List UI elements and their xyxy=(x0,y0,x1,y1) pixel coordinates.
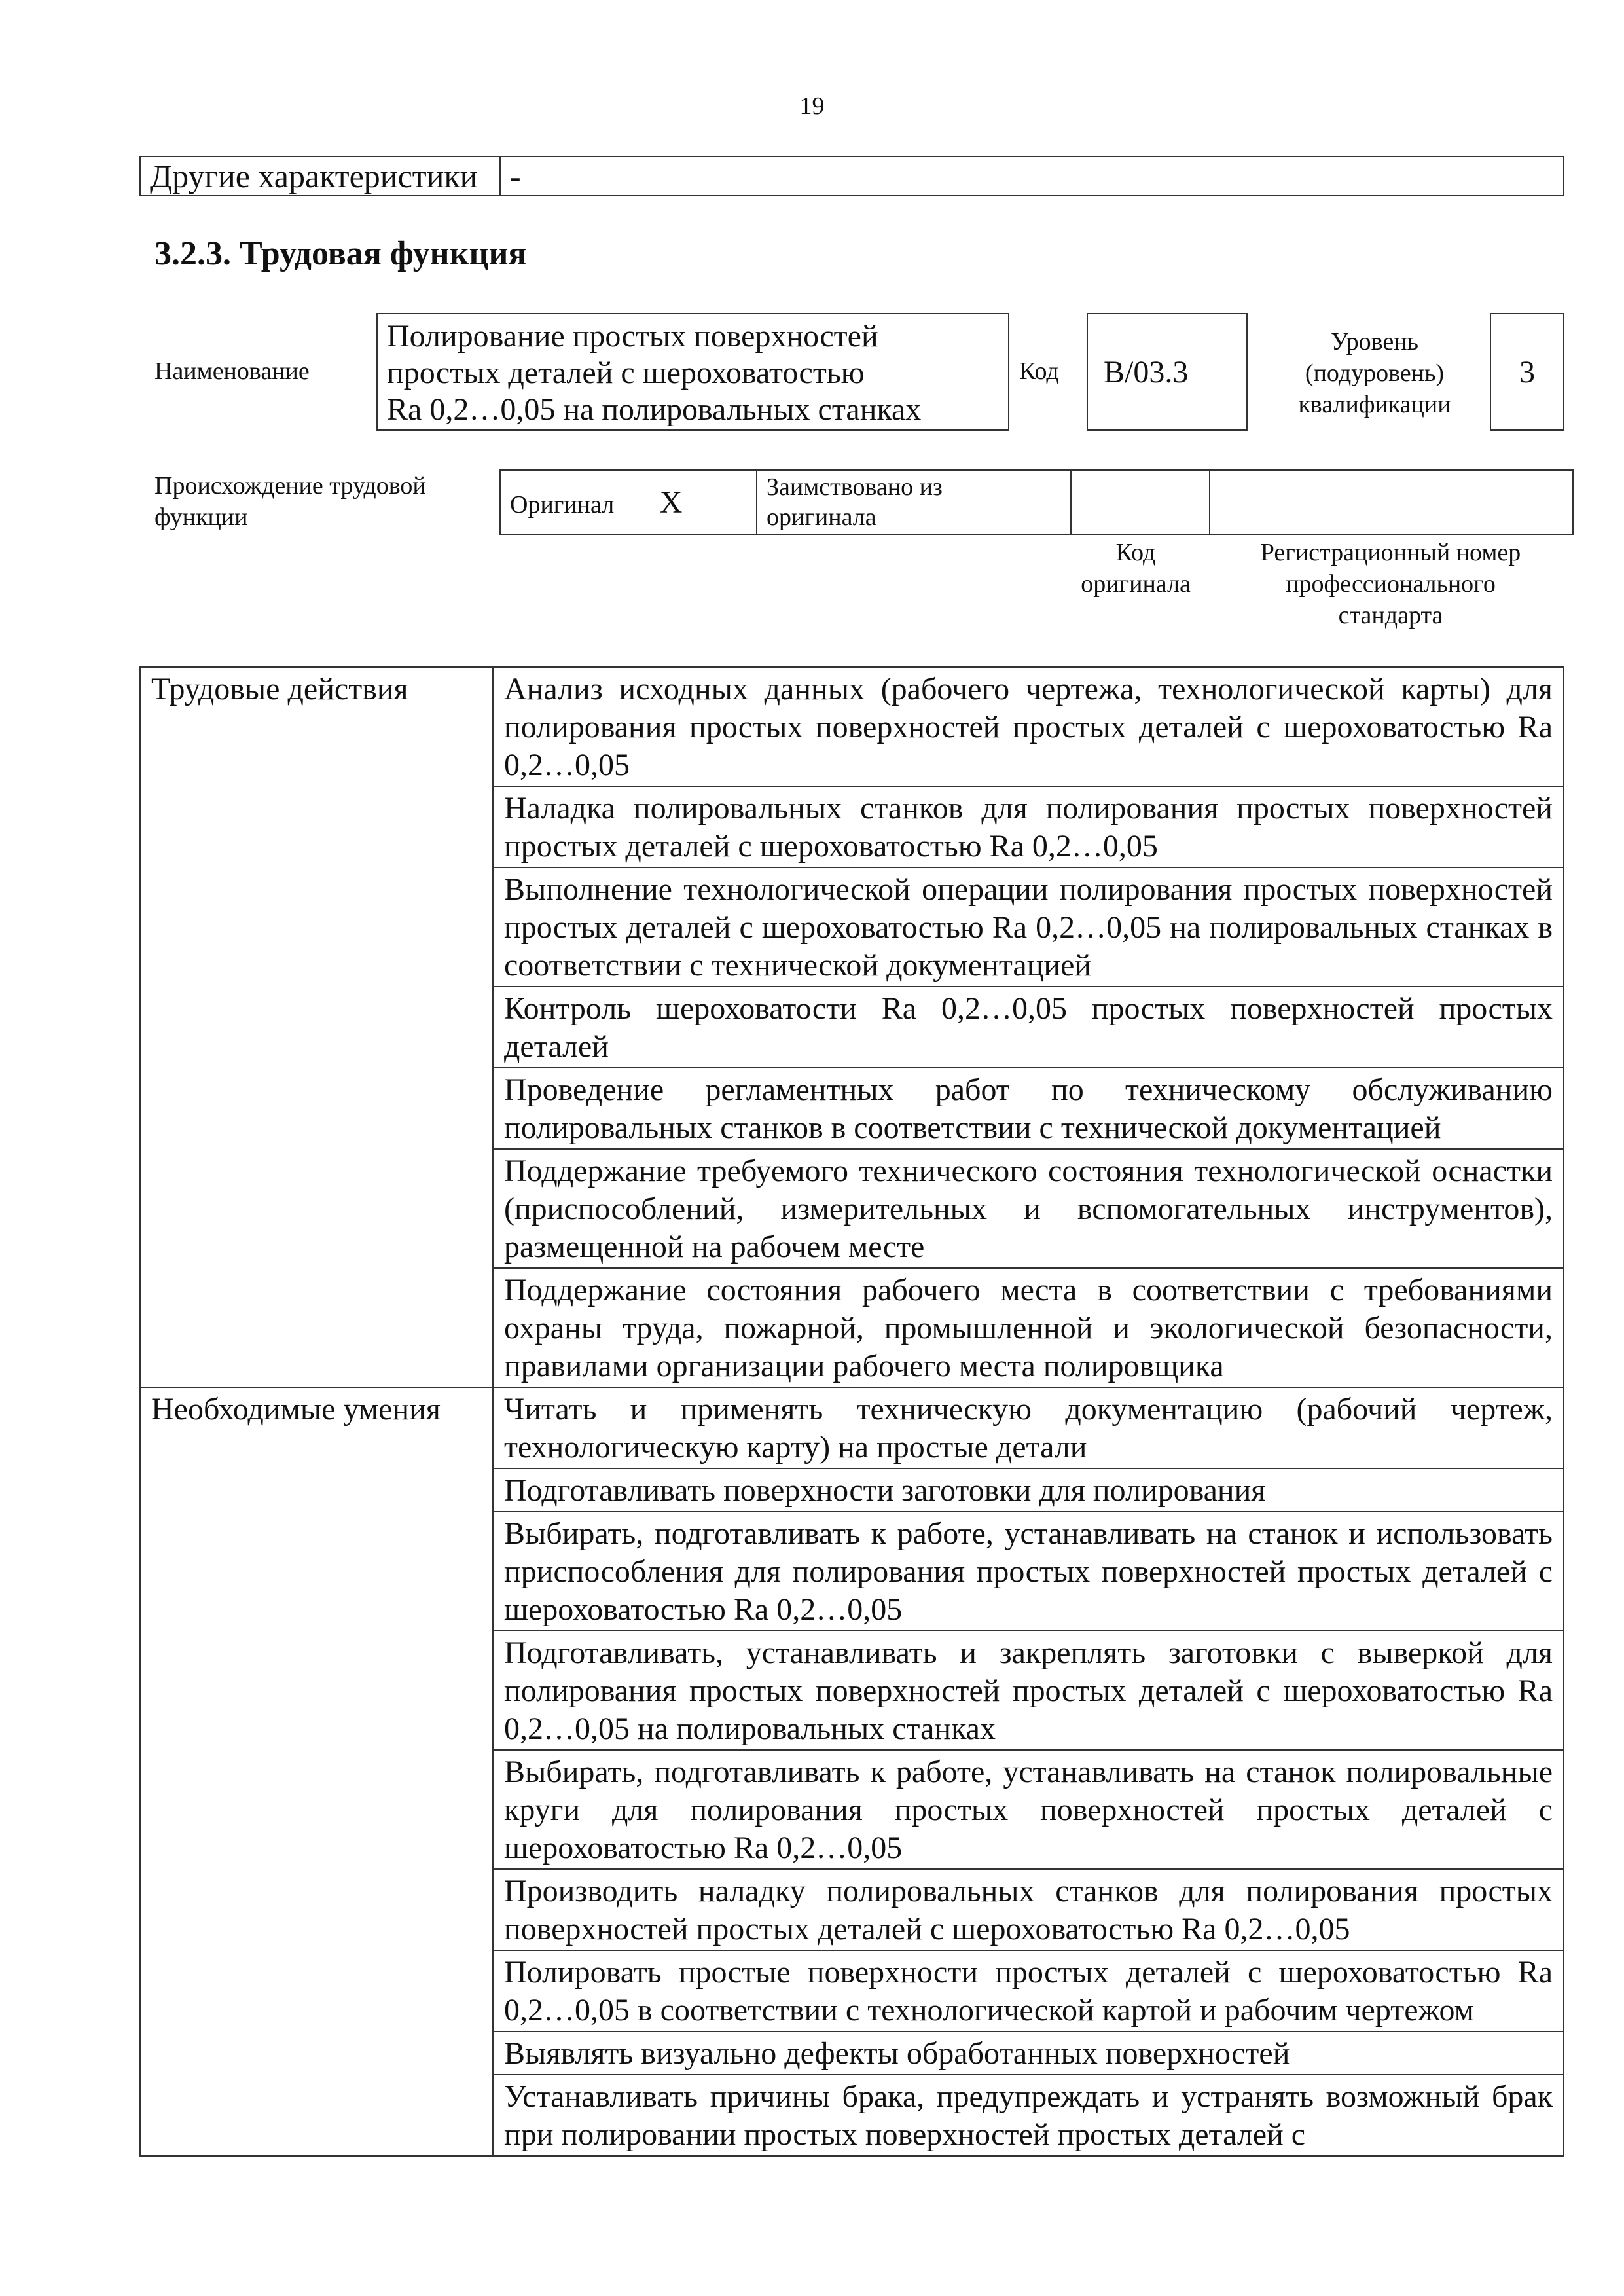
table-cell: Выбирать, подготавливать к работе, устанавливать на станок полировальные круги для полирования простых поверхностей простых деталей с шероховатостью Ra 0,2…0,05 xyxy=(493,1750,1564,1869)
table-cell: Наладка полировальных станков для полирования простых поверхностей простых деталей с шероховатостью Ra 0,2…0,05 xyxy=(493,786,1564,867)
table-cell: Поддержание состояния рабочего места в соответствии с требованиями охраны труда, пожарной, промышленной и экологической безопасности, правилами организации рабочего места полировщика xyxy=(493,1268,1564,1387)
level-value: 3 xyxy=(1490,313,1564,431)
borrowed-label-line: Заимствовано из xyxy=(767,473,943,501)
other-characteristics-label: Другие характеристики xyxy=(140,156,500,196)
function-name-box xyxy=(376,313,1009,431)
other-characteristics-value: - xyxy=(500,156,1564,196)
registration-caption xyxy=(1219,537,1562,631)
origin-label-line: функции xyxy=(154,503,248,531)
function-name-line: Полирование простых поверхностей xyxy=(387,319,878,354)
function-name-line: простых деталей с шероховатостью xyxy=(387,355,865,390)
table-cell: Выполнение технологической операции полирования простых поверхностей простых деталей с шероховатостью Ra 0,2…0,05 на полировальных станках в соответствии с технической документацией xyxy=(493,867,1564,987)
page-number: 19 xyxy=(799,92,825,120)
origin-original-cell xyxy=(500,470,757,534)
registration-caption-line: стандарта xyxy=(1338,602,1443,629)
table-row xyxy=(140,1387,1564,1468)
main-table xyxy=(139,666,1564,2157)
borrowed-cell xyxy=(757,470,1071,534)
table-cell: Анализ исходных данных (рабочего чертежа, технологической карты) для полирования простых поверхностей простых деталей с шероховатостью Ra 0,2…0,05 xyxy=(493,667,1564,786)
code-value: B/03.3 xyxy=(1087,313,1248,431)
registration-number-cell xyxy=(1210,470,1573,534)
level-label-line: Уровень xyxy=(1331,328,1418,355)
borrowed-label-line: оригинала xyxy=(767,503,876,531)
table-cell: Полировать простые поверхности простых деталей с шероховатостью Ra 0,2…0,05 в соответствии с технологической картой и рабочим чертежом xyxy=(493,1950,1564,2032)
registration-caption-line: профессионального xyxy=(1286,570,1496,598)
other-characteristics-table xyxy=(139,156,1564,196)
code-label: Код xyxy=(1019,357,1059,385)
table-row xyxy=(140,667,1564,786)
table-cell: Выбирать, подготавливать к работе, устанавливать на станок и использовать приспособления для полирования простых поверхностей простых деталей с шероховатостью Ra 0,2…0,05 xyxy=(493,1512,1564,1631)
code-caption-line: оригинала xyxy=(1081,570,1191,598)
origin-label xyxy=(154,470,426,533)
registration-caption-line: Регистрационный номер xyxy=(1260,539,1521,566)
table-cell: Выявлять визуально дефекты обработанных поверхностей xyxy=(493,2032,1564,2075)
table-cell: Подготавливать, устанавливать и закреплять заготовки с выверкой для полирования простых поверхностей простых деталей с шероховатостью Ra 0,2…0,05 на полировальных станках xyxy=(493,1631,1564,1750)
table-cell: Проведение регламентных работ по техническому обслуживанию полировальных станков в соответствии с технической документацией xyxy=(493,1068,1564,1149)
table-cell: Читать и применять техническую документацию (рабочий чертеж, технологическую карту) на простые детали xyxy=(493,1387,1564,1468)
category-labor-actions: Трудовые действия xyxy=(140,667,493,1387)
level-label-line: (подуровень) xyxy=(1305,359,1445,387)
table-cell: Поддержание требуемого технического состояния технологической оснастки (приспособлений, измерительных и вспомогательных инструментов), размещенной на рабочем месте xyxy=(493,1149,1564,1268)
table-cell: Устанавливать причины брака, предупреждать и устранять возможный брак при полировании простых поверхностей простых деталей с xyxy=(493,2075,1564,2156)
table-cell: Производить наладку полировальных станков для полирования простых поверхностей простых деталей с шероховатостью Ra 0,2…0,05 xyxy=(493,1869,1564,1950)
level-label xyxy=(1257,326,1492,420)
name-label: Наименование xyxy=(154,357,310,385)
level-label-line: квалификации xyxy=(1298,391,1451,418)
original-label: Оригинал xyxy=(510,490,615,519)
original-mark: X xyxy=(659,484,683,520)
original-code-cell xyxy=(1071,470,1210,534)
table-cell: Контроль шероховатости Ra 0,2…0,05 простых поверхностей простых деталей xyxy=(493,987,1564,1068)
function-name-line: Ra 0,2…0,05 на полировальных станках xyxy=(387,392,922,427)
section-title: 3.2.3. Трудовая функция xyxy=(154,235,527,272)
code-caption-line: Код xyxy=(1115,539,1156,566)
origin-table xyxy=(499,469,1574,535)
category-required-skills: Необходимые умения xyxy=(140,1387,493,2156)
code-caption xyxy=(1054,537,1218,600)
table-cell: Подготавливать поверхности заготовки для полирования xyxy=(493,1468,1564,1512)
origin-label-line: Происхождение трудовой xyxy=(154,472,426,500)
